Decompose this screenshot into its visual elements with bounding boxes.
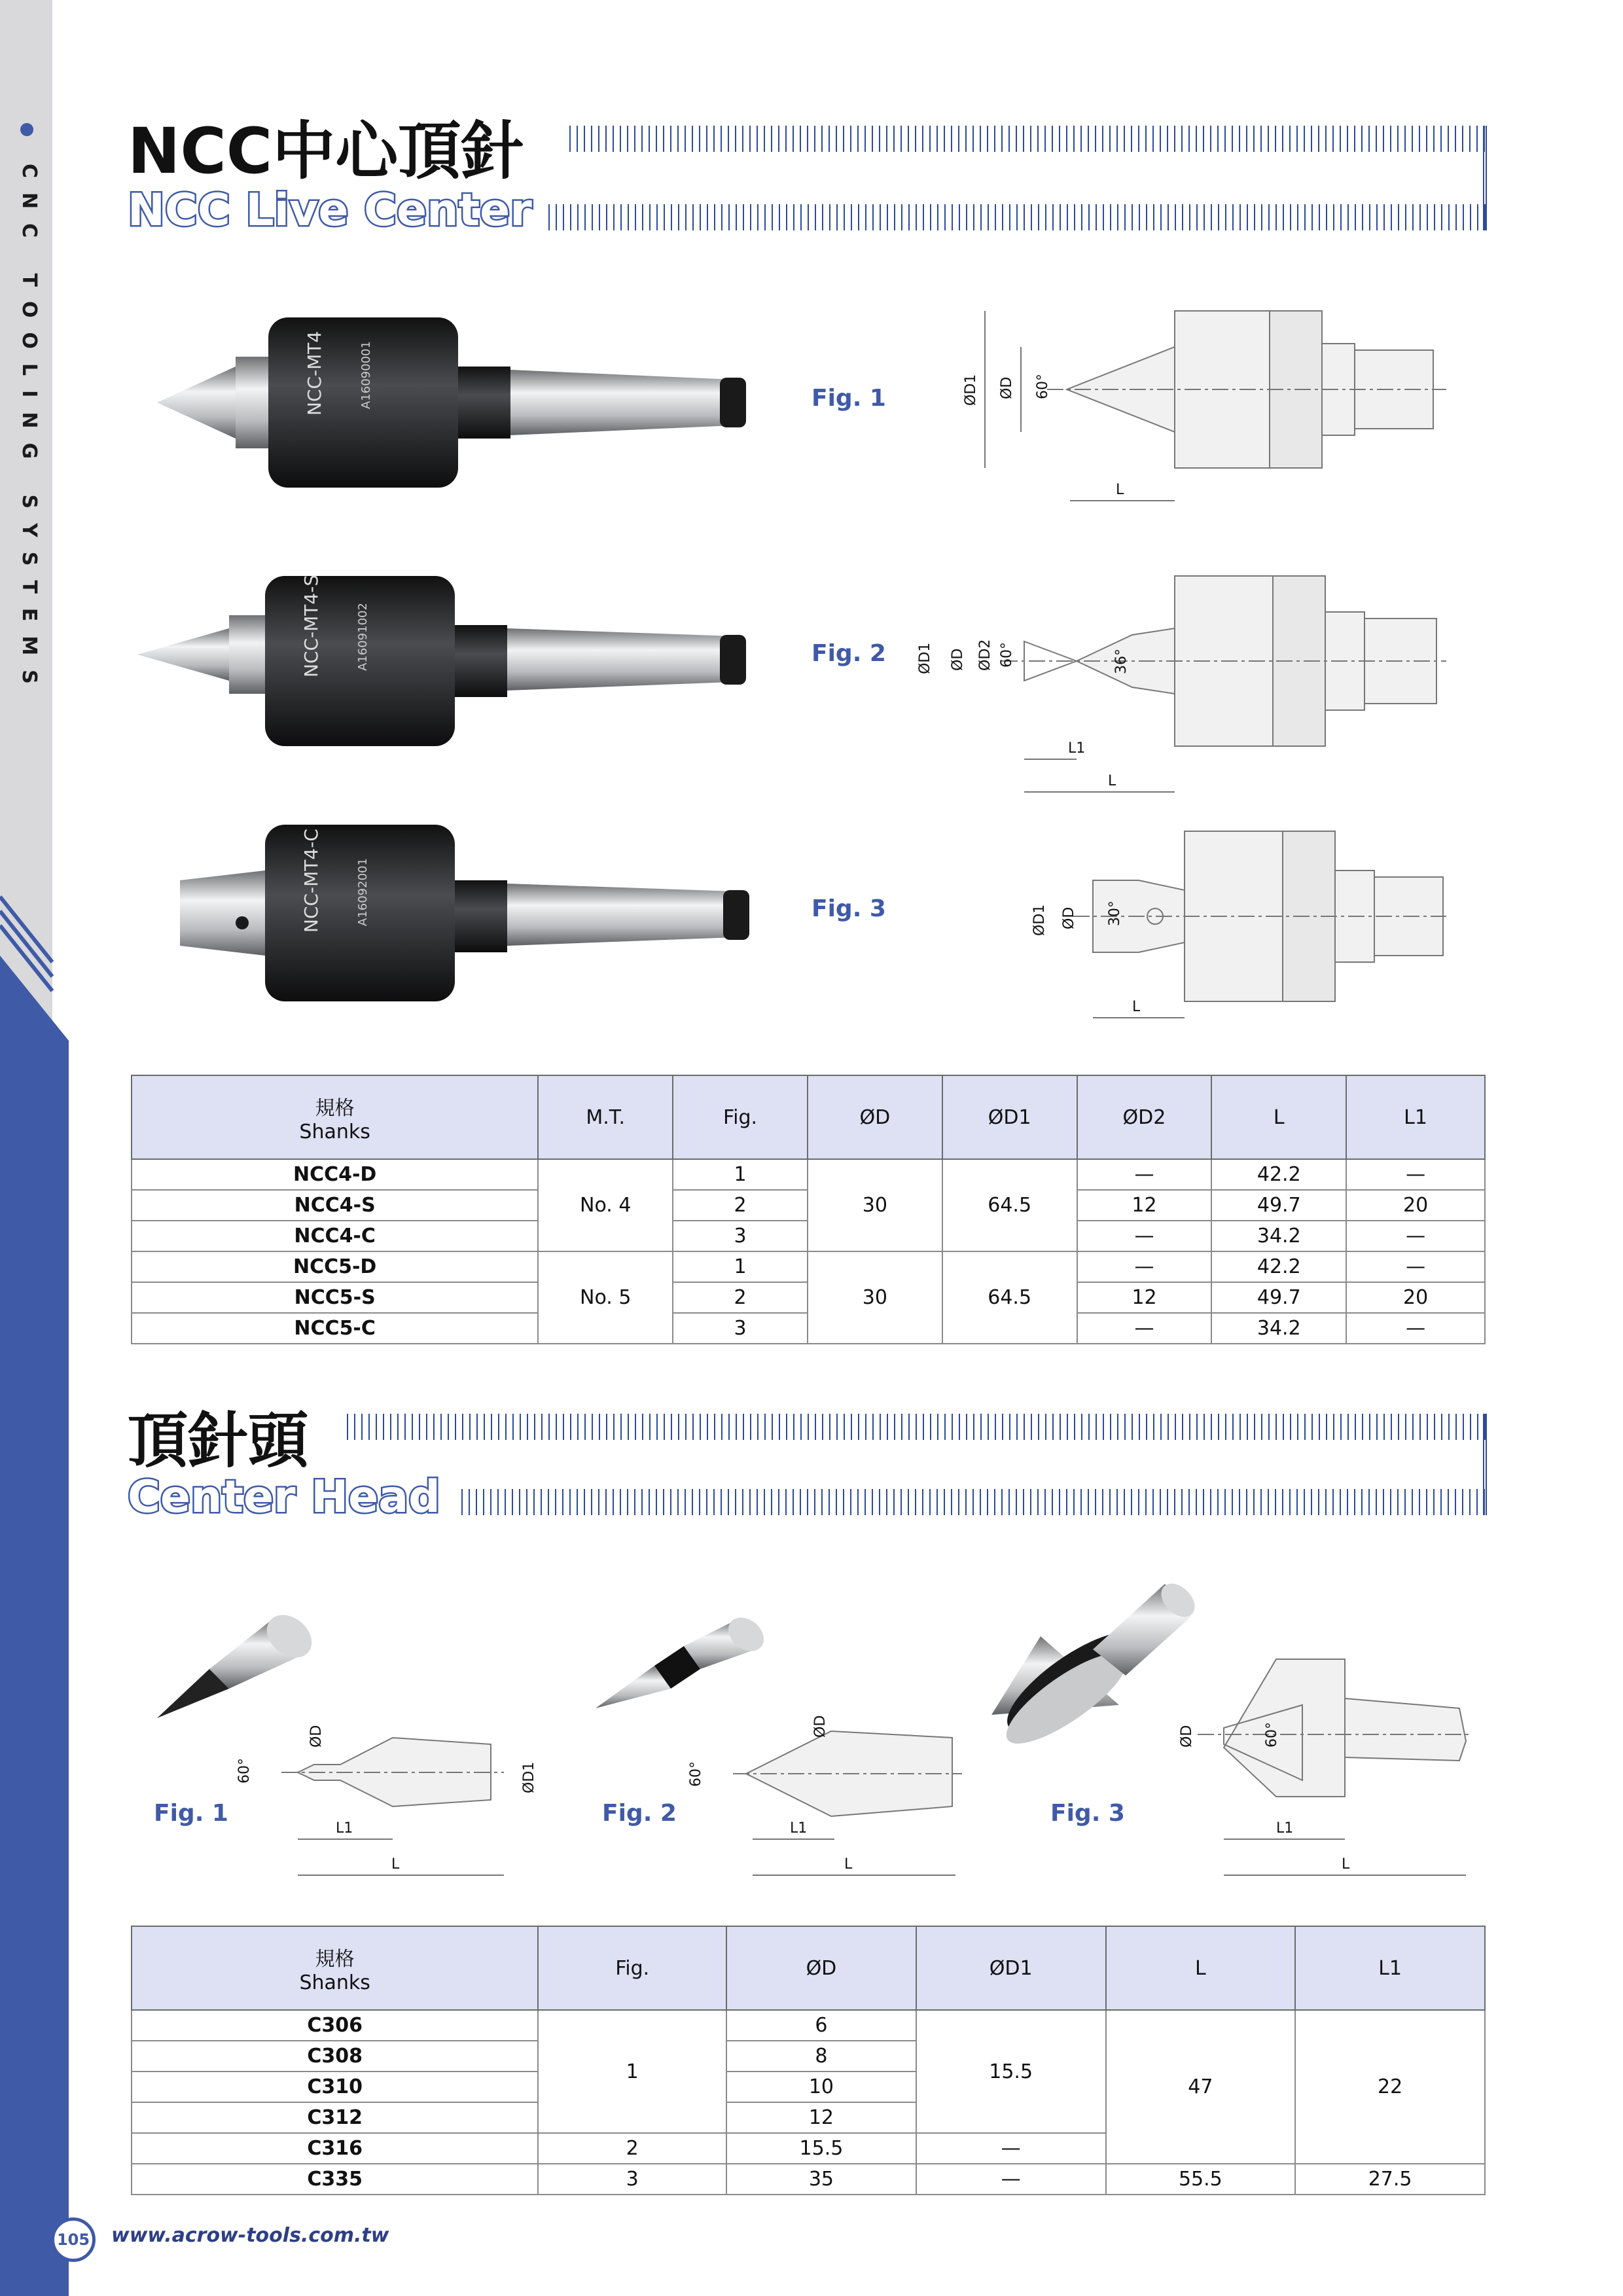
section2-title-zh: 頂針頭 — [128, 1406, 309, 1476]
head-fig1-label: Fig. 1 — [154, 1800, 228, 1827]
table-row: NCC4-S 2 12 49.7 20 — [132, 1190, 1485, 1221]
dim-label: ØD1 — [917, 642, 933, 674]
table-header-row — [132, 1926, 1485, 2010]
dim-label: L — [1116, 482, 1124, 498]
header-d2: ØD2 — [1077, 1075, 1212, 1159]
sidebar-label: CNC TOOLING SYSTEMS — [18, 164, 41, 698]
table-row: C335 3 35 — 55.5 27.5 — [132, 2164, 1485, 2195]
header-l1: L1 — [1295, 1926, 1485, 2010]
dim-label: 60° — [688, 1761, 704, 1787]
section1-title-en: NCC Live Center — [128, 185, 532, 236]
live-center-photo-2 — [137, 563, 766, 759]
dim-label: 36° — [1113, 649, 1130, 674]
head-fig2-label: Fig. 2 — [602, 1800, 677, 1827]
dim-label: ØD2 — [977, 639, 993, 671]
fig2-label: Fig. 2 — [812, 640, 886, 667]
header-l1: L1 — [1346, 1075, 1485, 1159]
table-row: C312 12 — [132, 2102, 1485, 2133]
table-row: C316 2 15.5 — — [132, 2133, 1485, 2164]
header-shanks: 規格 Shanks — [132, 1075, 538, 1159]
head-fig3-label: Fig. 3 — [1050, 1800, 1125, 1827]
table-row: NCC5-S 2 12 49.7 20 — [132, 1282, 1485, 1313]
fig3-label: Fig. 3 — [812, 895, 886, 922]
dim-label: ØD — [308, 1725, 325, 1748]
header-fig: Fig. — [538, 1926, 726, 2010]
header-d: ØD — [726, 1926, 916, 2010]
live-center-spec-table — [131, 1075, 1486, 1344]
table-row: NCC4-C 3 — 34.2 — — [132, 1221, 1485, 1251]
title-hatch-1 — [569, 126, 1487, 152]
header-d: ØD — [808, 1075, 942, 1159]
product-serial: A16090001 — [359, 341, 373, 409]
dim-label: L — [1132, 999, 1141, 1015]
table-row: NCC5-C 3 — 34.2 — — [132, 1313, 1485, 1344]
dim-label: L — [1108, 773, 1116, 789]
header-l: L — [1211, 1075, 1346, 1159]
dim-label: L — [1342, 1856, 1350, 1873]
dim-label: L1 — [1276, 1820, 1294, 1837]
center-head-photo-1 — [157, 1584, 327, 1728]
table-row: C306 1 6 15.5 47 22 — [132, 2010, 1485, 2041]
drawing-fig1 — [949, 308, 1446, 517]
dim-label: ØD1 — [1031, 904, 1048, 936]
title-hatch-3 — [347, 1414, 1487, 1440]
head-drawing-fig2 — [681, 1695, 1008, 1885]
dim-label: ØD1 — [521, 1761, 537, 1793]
dim-label: ØD1 — [963, 374, 979, 406]
dim-label: 60° — [1264, 1722, 1280, 1748]
fig1-label: Fig. 1 — [812, 385, 886, 412]
table-row: C310 10 — [132, 2072, 1485, 2102]
dim-label: 60° — [1035, 374, 1051, 399]
dim-label: 30° — [1107, 901, 1123, 926]
table-header-row — [132, 1075, 1485, 1159]
table-row: NCC4-D No. 4 1 30 64.5 — 42.2 — — [132, 1159, 1485, 1190]
product-engraving: NCC-MT4 — [304, 331, 325, 416]
dim-label: ØD — [1061, 906, 1077, 929]
title-hatch-vert — [1483, 126, 1487, 230]
dim-label: 60° — [999, 642, 1015, 668]
dim-label: ØD — [950, 648, 966, 671]
page-number: 105 — [51, 2217, 96, 2262]
product-serial: A16092001 — [356, 858, 370, 926]
dim-label: L1 — [336, 1820, 353, 1837]
product-engraving: NCC-MT4-S — [300, 574, 322, 677]
header-d1: ØD1 — [942, 1075, 1077, 1159]
live-center-photo-1 — [144, 304, 766, 501]
dim-label: 60° — [236, 1758, 253, 1784]
dim-label: ØD — [1179, 1725, 1195, 1748]
head-drawing-fig3 — [1171, 1649, 1472, 1885]
header-l: L — [1106, 1926, 1296, 2010]
title-hatch-4 — [461, 1489, 1487, 1515]
head-drawing-fig1 — [229, 1708, 569, 1885]
dim-label: L1 — [790, 1820, 808, 1837]
table-row: NCC5-D No. 5 1 30 64.5 — 42.2 — — [132, 1251, 1485, 1282]
drawing-fig2 — [916, 563, 1446, 798]
dim-label: ØD — [999, 376, 1015, 399]
drawing-fig3 — [1021, 828, 1446, 1037]
title-hatch-2 — [548, 204, 1487, 230]
table-row: C308 8 — [132, 2041, 1485, 2072]
product-engraving: NCC-MT4-C — [300, 829, 322, 933]
header-d1: ØD1 — [916, 1926, 1106, 2010]
header-fig: Fig. — [673, 1075, 808, 1159]
dim-label: L — [391, 1856, 400, 1873]
header-mt: M.T. — [538, 1075, 673, 1159]
header-shanks: 規格 Shanks — [132, 1926, 538, 2010]
dim-label: ØD — [812, 1715, 829, 1738]
section1-title-zh: NCC中心頂針 — [128, 115, 524, 188]
section2-title-en: Center Head — [128, 1471, 440, 1523]
product-serial: A16091002 — [356, 603, 370, 671]
website-link[interactable]: www.acrow-tools.com.tw — [111, 2224, 389, 2247]
dim-label: L1 — [1068, 740, 1086, 757]
center-head-spec-table — [131, 1926, 1486, 2195]
title-hatch-vert-2 — [1483, 1414, 1487, 1515]
live-center-photo-3 — [173, 818, 762, 1014]
dim-label: L — [844, 1856, 853, 1873]
sidebar-dot — [20, 123, 33, 136]
